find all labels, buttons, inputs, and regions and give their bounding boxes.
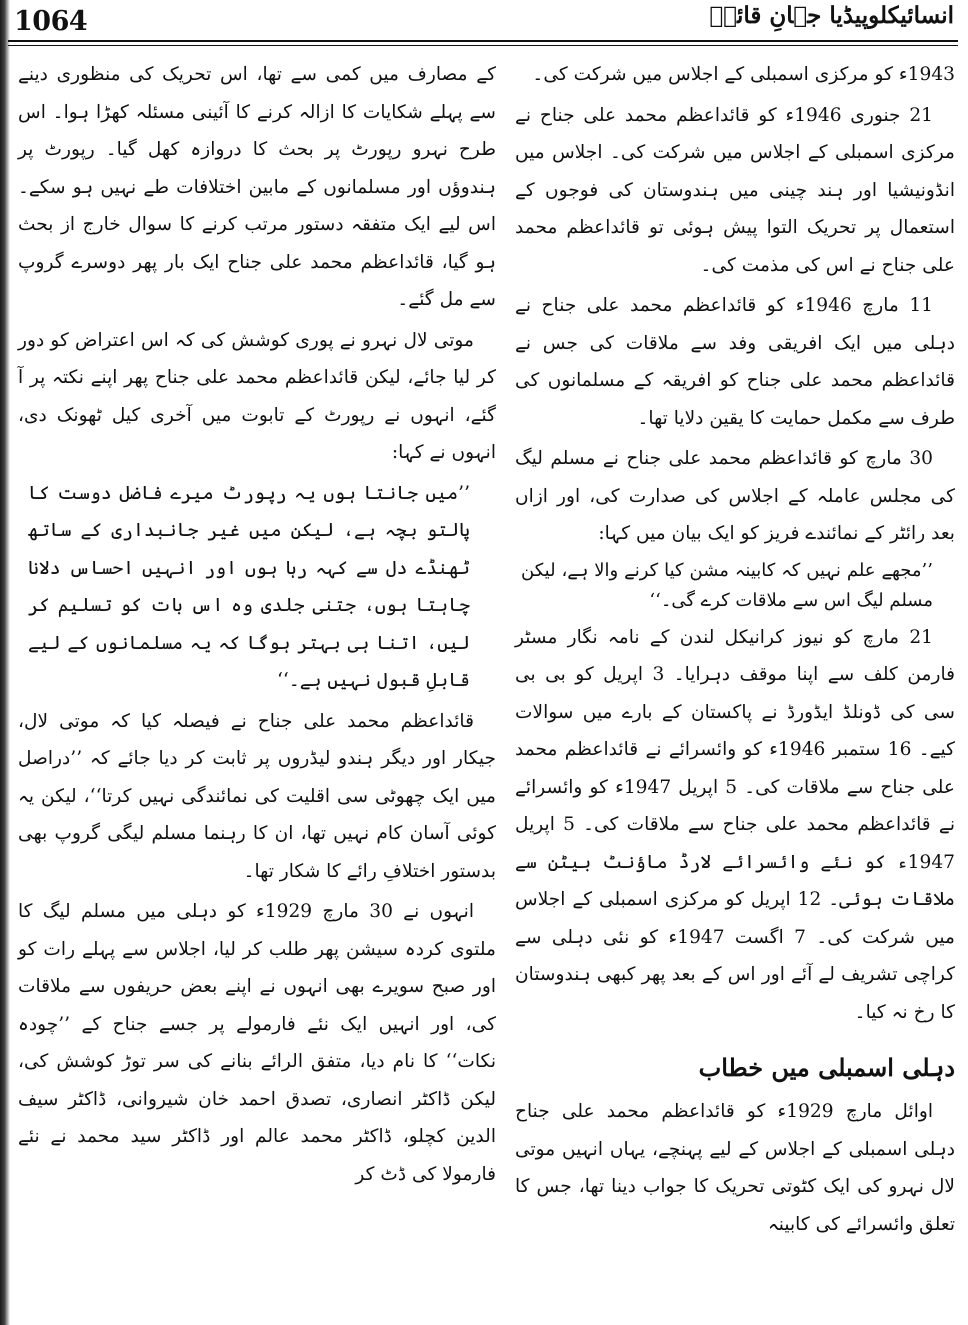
page-number: 1064 xyxy=(14,6,88,37)
page-scan-edge xyxy=(0,0,10,1325)
paragraph: موتی لال نہرو نے پوری کوشش کی کہ اس اعتراض کو دور کر لیا جائے، لیکن قائداعظم محمد علی جناح پھر اپنے نکتہ پر آ گئے، انہوں نے رپورٹ کے تابوت میں آخری کیل ٹھونک دی، انہوں نے کہا: xyxy=(18,329,496,463)
left-column xyxy=(18,56,496,1196)
paragraph: 11 مارچ 1946ء کو قائداعظم محمد علی جناح نے دہلی میں ایک افریقی وفد سے ملاقات کی جس نے قائداعظم محمد علی جناح کو افریقہ کے مسلمانوں کی طرف سے مکمل حمایت کا یقین دلایا تھا۔ xyxy=(515,295,955,429)
section-heading: دہلی اسمبلی میں خطاب xyxy=(698,1053,955,1082)
paragraph: کے مصارف میں کمی سے تھا، اس تحریک کی منظوری دینے سے پہلے شکایات کا ازالہ کرنے کا آئینی مسئلہ کھڑا ہوا۔ اس طرح نہرو رپورٹ پر بحث کا دروازہ کھل گیا۔ رپورٹ پر ہندوؤں اور مسلمانوں کے مابین اختلافات طے نہیں ہو سکے۔ اس لیے ایک متفقہ دستور مرتب کرنے کا سوال خارج از بحث ہو گیا، قائداعظم محمد علی جناح ایک بار پھر دوسرے گروپ سے مل گئے۔ xyxy=(18,64,496,310)
paragraph: انہوں نے 30 مارچ 1929ء کو دہلی میں مسلم لیگ کا ملتوی کردہ سیشن پھر طلب کر لیا، اجلاس سے پہلے رات کو اور صبح سویرے بھی انہوں نے اپنے بعض حریفوں سے ملاقات کی، اور انہیں ایک نئے فارمولے پر جسے جناح کے ’’چودہ نکات‘‘ کا نام دیا، متفق الرائے بنانے کی سر توڑ کوشش کی، لیکن ڈاکٹر انصاری، تصدق احمد خان شیروانی، ڈاکٹر سیف الدین کچلو، ڈاکٹر محمد عالم اور ڈاکٹر سید محمد نے نئے فارمولا کی ڈٹ کر xyxy=(18,901,496,1185)
running-title: انسائیکلوپیڈیا جہانِ قائدؒ xyxy=(709,2,954,29)
paragraph: 21 جنوری 1946ء کو قائداعظم محمد علی جناح نے مرکزی اسمبلی کے اجلاس میں شرکت کی۔ اجلاس میں انڈونیشیا اور ہند چینی میں ہندوستان کی فوجوں کے استعمال پر تحریک التوا پیش ہوئی تو قائداعظم محمد علی جناح نے اس کی مذمت کی۔ xyxy=(515,104,955,276)
paragraph: قائداعظم محمد علی جناح نے فیصلہ کیا کہ موتی لال، جیکار اور دیگر ہندو لیڈروں پر ثابت کر دیا جائے کہ ’’دراصل میں ایک چھوٹی سی اقلیت کی نمائندگی نہیں کرتا‘‘، لیکن یہ کوئی آسان کام نہیں تھا، ان کا رہنما مسلم لیگی گروپ بھی بدستور اختلافِ رائے کا شکار تھا۔ xyxy=(18,710,496,882)
header-rule xyxy=(8,40,958,46)
paragraph: 21 مارچ کو نیوز کرانیکل لندن کے نامہ نگار مسٹر فارمن کلف سے اپنا موقف دہرایا۔ 3 اپریل کو بی بی سی کی ڈونلڈ ایڈورڈ نے پاکستان کے بارے میں سوالات کیے۔ 16 ستمبر 1946ء کو وائسرائے نے قائداعظم محمد علی جناح سے ملاقات کی۔ 5 اپریل 1947ء کو وائسرائے نے قائداعظم محمد علی جناح سے ملاقات کی۔ 5 اپریل 1947ء کو نئے وائسرائے لارڈ ماؤنٹ بیٹن سے ملاقات ہوئی۔ 12 اپریل کو مرکزی اسمبلی کے اجلاس میں شرکت کی۔ 7 اگست 1947ء کو نئی دہلی سے کراچی تشریف لے آئے اور اس کے بعد پھر کبھی ہندوستان کا رخ نہ کیا۔ xyxy=(515,626,956,1023)
right-column xyxy=(515,56,955,1246)
paragraph: 1943ء کو مرکزی اسمبلی کے اجلاس میں شرکت کی۔ xyxy=(532,64,955,85)
block-quote: ’’مجھے علم نہیں کہ کابینہ مشن کیا کرنے والا ہے، لیکن مسلم لیگ اس سے ملاقات کرے گی۔‘‘ xyxy=(521,559,933,611)
paragraph: 30 مارچ کو قائداعظم محمد علی جناح نے مسلم لیگ کی مجلس عاملہ کے اجلاس کی صدارت کی، اور ازاں بعد رائٹر کے نمائندے فریز کو ایک بیان میں کہا: xyxy=(515,448,955,544)
paragraph: اوائل مارچ 1929ء کو قائداعظم محمد علی جناح دہلی اسمبلی کے اجلاس کے لیے پہنچے، یہاں انہیں موتی لال نہرو کی ایک کٹوتی تحریک کا جواب دینا تھا، جس کا تعلق وائسرائے کی کابینہ xyxy=(515,1101,955,1235)
block-quote: ’’میں جانتا ہوں یہ رپورٹ میرے فاضل دوست کا پالتو بچہ ہے، لیکن میں غیر جانبداری کے ساتھ ٹھنڈے دل سے کہہ رہا ہوں اور انہیں احساس دلانا چاہتا ہوں، جتنی جلدی وہ اس بات کو تسلیم کر لیں، اتنا ہی بہتر ہوگا کہ یہ مسلمانوں کے لیے قابلِ قبول نہیں ہے۔‘‘ xyxy=(28,482,470,691)
